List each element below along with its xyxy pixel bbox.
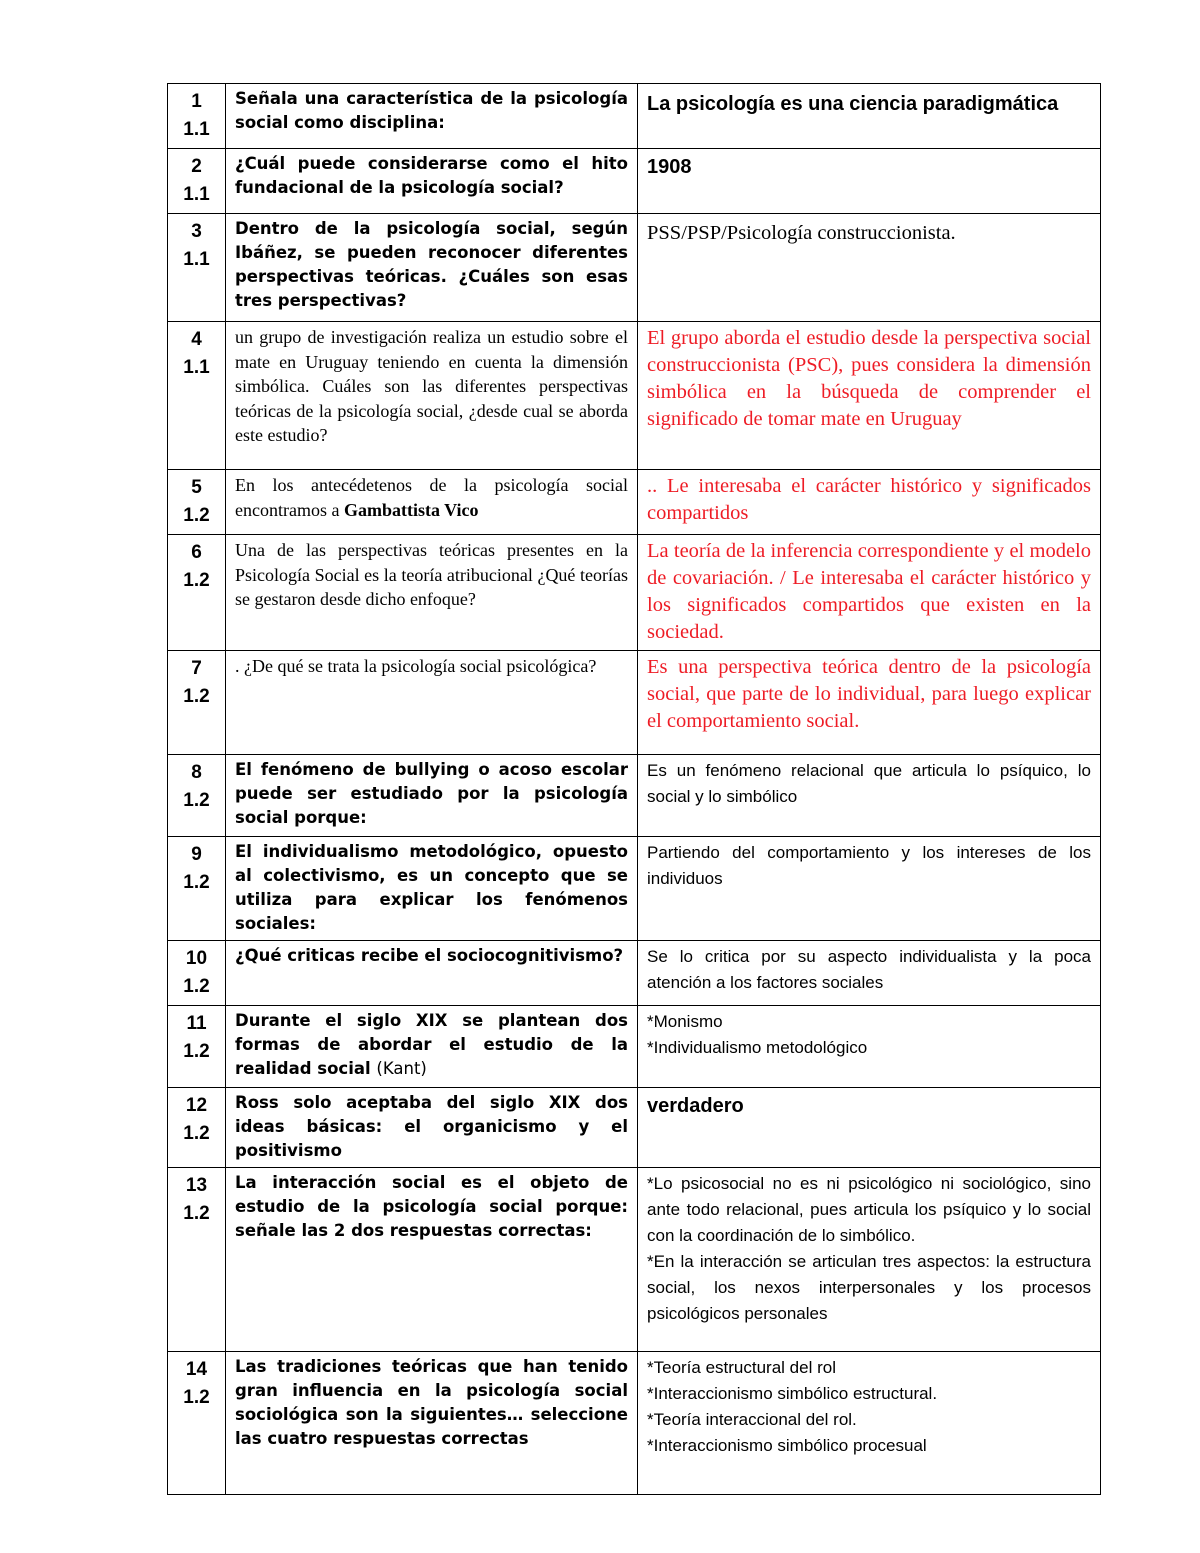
question-cell bbox=[226, 1088, 638, 1168]
question-cell bbox=[226, 941, 638, 1006]
answer-cell bbox=[638, 322, 1101, 470]
question-cell bbox=[226, 470, 638, 535]
question-highlight: Gambattista Vico bbox=[343, 499, 479, 520]
question-text: El fenómeno de bullying o acoso escolar puede ser estudiado por la psicología social porque: bbox=[235, 760, 628, 827]
question-text: . ¿De qué se trata la psicología social psicológica? bbox=[235, 656, 597, 676]
table-row bbox=[168, 1168, 1101, 1352]
question-cell bbox=[226, 651, 638, 755]
row-section: 1.2 bbox=[183, 1387, 210, 1408]
answer-text: *En la interacción se articulan tres aspectos: la estructura social, los nexos interpersonales y los procesos psicológicos personales bbox=[647, 1252, 1091, 1323]
row-section: 1.2 bbox=[183, 872, 210, 893]
answer-text: *Teoría estructural del rol bbox=[647, 1358, 836, 1377]
row-number: 5 bbox=[191, 477, 202, 498]
question-text: La interacción social es el objeto de estudio de la psicología social porque: señale las 2 dos respuestas correctas: bbox=[235, 1173, 628, 1240]
row-section: 1.1 bbox=[183, 184, 210, 205]
table-row bbox=[168, 1088, 1101, 1168]
question-text: ¿Cuál puede considerarse como el hito fundacional de la psicología social? bbox=[235, 154, 628, 197]
answer-text: *Lo psicosocial no es ni psicológico ni sociológico, sino ante todo relacional, pues articula los psíquico y lo social con la coordinación de lo simbólico. bbox=[647, 1174, 1091, 1245]
table-row bbox=[168, 837, 1101, 941]
table-row bbox=[168, 470, 1101, 535]
question-note: (Kant) bbox=[376, 1059, 427, 1078]
table-row bbox=[168, 941, 1101, 1006]
row-number: 10 bbox=[185, 948, 208, 969]
answer-text: *Individualismo metodológico bbox=[647, 1038, 868, 1057]
question-text: Durante el siglo XIX se plantean dos formas de abordar el estudio de la realidad social bbox=[235, 1011, 628, 1078]
question-cell bbox=[226, 755, 638, 837]
answer-text: Es una perspectiva teórica dentro de la psicología social, que parte de lo individual, para luego explicar el comportamiento social. bbox=[647, 656, 1091, 732]
question-cell bbox=[226, 214, 638, 322]
answer-cell bbox=[638, 755, 1101, 837]
row-number-cell bbox=[168, 535, 226, 651]
row-number-cell bbox=[168, 470, 226, 535]
table-row bbox=[168, 1352, 1101, 1495]
answer-text: .. Le interesaba el carácter histórico y significados compartidos bbox=[647, 475, 1091, 524]
answer-text: 1908 bbox=[647, 156, 692, 178]
answer-cell bbox=[638, 837, 1101, 941]
row-section: 1.2 bbox=[183, 1203, 210, 1224]
row-number: 1 bbox=[191, 91, 202, 112]
document-page bbox=[167, 83, 1100, 1495]
answer-cell bbox=[638, 941, 1101, 1006]
question-text: Las tradiciones teóricas que han tenido gran influencia en la psicología social sociológica son la siguientes… seleccione las cuatro respuestas correctas bbox=[235, 1357, 628, 1448]
answer-text: Se lo critica por su aspecto individualista y la poca atención a los factores sociales bbox=[647, 947, 1091, 992]
answer-text: Partiendo del comportamiento y los intereses de los individuos bbox=[647, 843, 1091, 888]
row-section: 1.2 bbox=[183, 1123, 210, 1144]
question-cell bbox=[226, 149, 638, 214]
question-text: ¿Qué criticas recibe el sociocognitivismo? bbox=[235, 946, 624, 965]
table-row bbox=[168, 651, 1101, 755]
answer-cell bbox=[638, 470, 1101, 535]
row-number: 11 bbox=[186, 1013, 207, 1034]
question-cell bbox=[226, 322, 638, 470]
answer-text: Es un fenómeno relacional que articula lo psíquico, lo social y lo simbólico bbox=[647, 761, 1091, 806]
row-number-cell bbox=[168, 214, 226, 322]
row-section: 1.1 bbox=[183, 357, 210, 378]
question-text: En los antecédetenos de la psicología social encontramos a bbox=[235, 475, 628, 520]
answer-cell bbox=[638, 535, 1101, 651]
answer-text: *Interaccionismo simbólico procesual bbox=[647, 1436, 927, 1455]
row-number-cell bbox=[168, 322, 226, 470]
question-text: un grupo de investigación realiza un estudio sobre el mate en Uruguay teniendo en cuenta la dimensión simbólica. Cuáles son las diferentes perspectivas teóricas de la psicología social, ¿desde cual se aborda este estudio? bbox=[235, 327, 628, 445]
question-cell bbox=[226, 1006, 638, 1088]
question-cell bbox=[226, 535, 638, 651]
answer-cell bbox=[638, 1006, 1101, 1088]
question-cell bbox=[226, 1352, 638, 1495]
table-row bbox=[168, 214, 1101, 322]
row-number: 14 bbox=[185, 1359, 208, 1380]
answer-cell bbox=[638, 214, 1101, 322]
answer-cell bbox=[638, 1088, 1101, 1168]
row-number: 13 bbox=[185, 1175, 208, 1196]
table-row bbox=[168, 535, 1101, 651]
answer-text: PSS/PSP/Psicología construccionista. bbox=[647, 222, 956, 244]
row-section: 1.2 bbox=[183, 505, 210, 526]
row-number-cell bbox=[168, 755, 226, 837]
table-row bbox=[168, 755, 1101, 837]
row-section: 1.1 bbox=[183, 249, 210, 270]
row-number: 8 bbox=[191, 762, 202, 783]
answer-cell bbox=[638, 651, 1101, 755]
answer-text: *Teoría interaccional del rol. bbox=[647, 1410, 857, 1429]
row-number-cell bbox=[168, 1352, 226, 1495]
question-cell bbox=[226, 1168, 638, 1352]
question-text: Ross solo aceptaba del siglo XIX dos ideas básicas: el organicismo y el positivismo bbox=[235, 1093, 628, 1160]
table-row bbox=[168, 1006, 1101, 1088]
row-number-cell bbox=[168, 651, 226, 755]
table-row bbox=[168, 149, 1101, 214]
question-cell bbox=[226, 837, 638, 941]
row-number-cell bbox=[168, 941, 226, 1006]
row-section: 1.2 bbox=[183, 686, 210, 707]
answer-cell bbox=[638, 1168, 1101, 1352]
question-text: El individualismo metodológico, opuesto al colectivismo, es un concepto que se utiliza para explicar los fenómenos sociales: bbox=[235, 842, 628, 933]
answer-cell bbox=[638, 149, 1101, 214]
answer-cell bbox=[638, 84, 1101, 149]
row-number-cell bbox=[168, 1088, 226, 1168]
row-section: 1.2 bbox=[183, 1041, 210, 1062]
questions-table bbox=[167, 83, 1101, 1495]
question-text: Señala una característica de la psicología social como disciplina: bbox=[235, 89, 628, 132]
row-number: 12 bbox=[185, 1095, 208, 1116]
row-number-cell bbox=[168, 1006, 226, 1088]
answer-text: *Monismo bbox=[647, 1012, 723, 1031]
row-number: 3 bbox=[191, 221, 202, 242]
answer-text: verdadero bbox=[647, 1095, 744, 1117]
question-text: Una de las perspectivas teóricas presentes en la Psicología Social es la teoría atribucional ¿Qué teorías se gestaron desde dicho enfoque? bbox=[235, 540, 628, 609]
table-row bbox=[168, 322, 1101, 470]
question-text: Dentro de la psicología social, según Ibáñez, se pueden reconocer diferentes perspectivas teóricas. ¿Cuáles son esas tres perspectivas? bbox=[235, 219, 628, 310]
question-cell bbox=[226, 84, 638, 149]
row-section: 1.1 bbox=[183, 119, 210, 140]
row-section: 1.2 bbox=[183, 790, 210, 811]
row-number-cell bbox=[168, 1168, 226, 1352]
row-section: 1.2 bbox=[183, 570, 210, 591]
answer-text: La teoría de la inferencia correspondiente y el modelo de covariación. / Le interesaba el carácter histórico y los significados compartidos que existen en la sociedad. bbox=[647, 540, 1091, 643]
table-row bbox=[168, 84, 1101, 149]
row-number: 6 bbox=[191, 542, 202, 563]
row-number: 4 bbox=[191, 329, 202, 350]
row-number: 2 bbox=[191, 156, 202, 177]
row-number-cell bbox=[168, 149, 226, 214]
row-number: 9 bbox=[191, 844, 202, 865]
row-number-cell bbox=[168, 837, 226, 941]
row-number-cell bbox=[168, 84, 226, 149]
answer-text: *Interaccionismo simbólico estructural. bbox=[647, 1384, 938, 1403]
answer-text: La psicología es una ciencia paradigmática bbox=[647, 93, 1059, 115]
answer-cell bbox=[638, 1352, 1101, 1495]
answer-text: El grupo aborda el estudio desde la perspectiva social construccionista (PSC), pues considera la dimensión simbólica en la búsqueda de comprender el significado de tomar mate en Uruguay bbox=[647, 327, 1091, 430]
row-section: 1.2 bbox=[183, 976, 210, 997]
row-number: 7 bbox=[191, 658, 202, 679]
